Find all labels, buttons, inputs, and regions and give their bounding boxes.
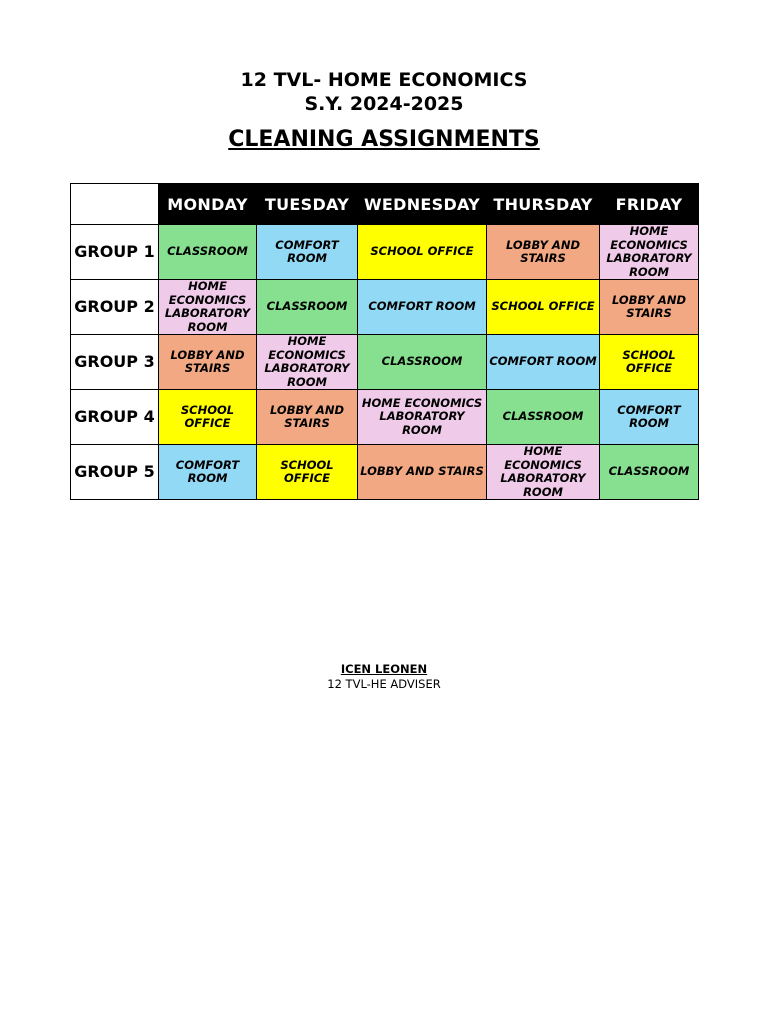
table-row (71, 280, 699, 335)
page-title: CLEANING ASSIGNMENTS (228, 127, 540, 152)
assignment-cell: CLASSROOM (600, 445, 699, 500)
assignment-cell: SCHOOL OFFICE (358, 225, 487, 280)
adviser-name: ICEN LEONEN (340, 662, 428, 676)
group-label: GROUP 5 (71, 445, 159, 500)
table-row (71, 390, 699, 445)
day-header-monday: MONDAY (159, 184, 257, 225)
table-row (71, 445, 699, 500)
document-header (0, 68, 768, 154)
assignment-cell: COMFORT ROOM (358, 280, 487, 335)
assignment-cell: SCHOOL OFFICE (257, 445, 358, 500)
school-year: S.Y. 2024-2025 (304, 93, 464, 115)
assignment-cell: HOME ECONOMICS LABORATORY ROOM (257, 335, 358, 390)
table-row (71, 225, 699, 280)
corner-cell (71, 184, 159, 225)
assignment-cell: LOBBY AND STAIRS (159, 335, 257, 390)
assignment-cell: SCHOOL OFFICE (600, 335, 699, 390)
day-header-wednesday: WEDNESDAY (358, 184, 487, 225)
assignment-cell: COMFORT ROOM (487, 335, 600, 390)
assignment-cell: LOBBY AND STAIRS (358, 445, 487, 500)
assignment-cell: HOME ECONOMICS LABORATORY ROOM (487, 445, 600, 500)
assignment-cell: HOME ECONOMICS LABORATORY ROOM (600, 225, 699, 280)
assignment-cell: LOBBY AND STAIRS (600, 280, 699, 335)
assignment-cell: CLASSROOM (487, 390, 600, 445)
table-row (71, 335, 699, 390)
table-header-row (71, 184, 699, 225)
group-label: GROUP 4 (71, 390, 159, 445)
group-label: GROUP 2 (71, 280, 159, 335)
adviser-role: 12 TVL-HE ADVISER (327, 677, 441, 691)
day-header-thursday: THURSDAY (487, 184, 600, 225)
day-header-tuesday: TUESDAY (257, 184, 358, 225)
assignment-cell: LOBBY AND STAIRS (487, 225, 600, 280)
assignment-cell: SCHOOL OFFICE (159, 390, 257, 445)
assignment-cell: COMFORT ROOM (257, 225, 358, 280)
assignment-cell: SCHOOL OFFICE (487, 280, 600, 335)
assignment-cell: CLASSROOM (257, 280, 358, 335)
assignment-cell: CLASSROOM (358, 335, 487, 390)
assignment-cell: HOME ECONOMICS LABORATORY ROOM (159, 280, 257, 335)
class-name: 12 TVL- HOME ECONOMICS (240, 69, 528, 91)
assignment-cell: COMFORT ROOM (159, 445, 257, 500)
assignment-cell: LOBBY AND STAIRS (257, 390, 358, 445)
group-label: GROUP 1 (71, 225, 159, 280)
assignment-cell: COMFORT ROOM (600, 390, 699, 445)
assignment-cell: HOME ECONOMICS LABORATORY ROOM (358, 390, 487, 445)
day-header-friday: FRIDAY (600, 184, 699, 225)
group-label: GROUP 3 (71, 335, 159, 390)
cleaning-schedule-table (70, 183, 699, 500)
signature-block (0, 662, 768, 692)
assignment-cell: CLASSROOM (159, 225, 257, 280)
